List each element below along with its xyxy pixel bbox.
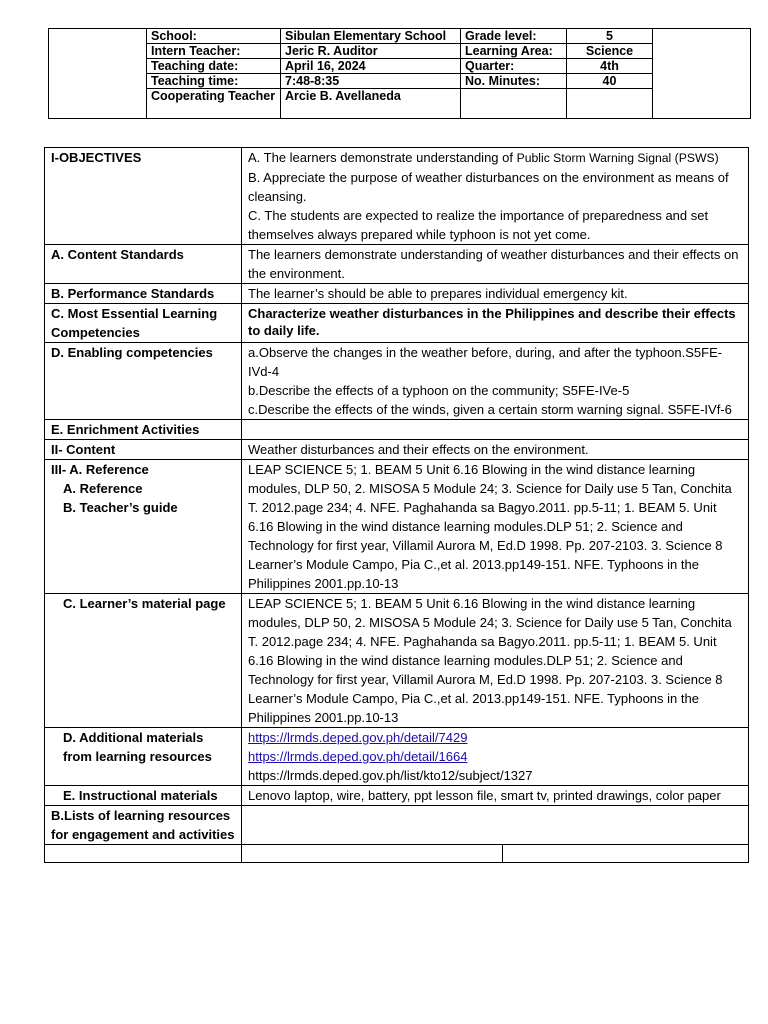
performance-standards-text: The learner’s should be able to prepares individual emergency kit.	[242, 284, 749, 304]
content-standards-label: A. Content Standards	[45, 245, 242, 284]
enrichment-label: E. Enrichment Activities	[45, 420, 242, 440]
enabling-row	[45, 343, 749, 420]
objective-a-suffix: Public Storm Warning Signal (PSWS)	[516, 151, 719, 165]
resource-link-1664[interactable]: https://lrmds.deped.gov.ph/detail/1664	[248, 749, 468, 764]
content-row	[45, 440, 749, 460]
enabling-label: D. Enabling competencies	[45, 343, 242, 420]
header-value: April 16, 2024	[281, 59, 461, 74]
header-row	[49, 44, 751, 59]
objectives-label: I-OBJECTIVES	[45, 148, 242, 245]
reference-text: LEAP SCIENCE 5; 1. BEAM 5 Unit 6.16 Blowing in the wind distance learning modules, DLP 50, 2. MISOSA 5 Module 24; 3. Science for Daily use 5 Tan, Conchita T. 2012.page 234; 4. NFE. Paghahanda sa Bagyo.2011. pp.5-11; 1. BEAM 5. Unit 6.16 Blowing in the wind distance learning modules.DLP 51; 2. Science and Technology for first year, Villamil Aurora M, Ed.D 1998. Pp. 207-2103. 3. Science 8 Learner’s Module Campo, Pia C.,et al. 2013.pp149-151. NFE. Typhoons in the Philippines 2001.pp.10-13	[242, 460, 749, 594]
header-value: 4th	[567, 59, 653, 74]
enrichment-text	[242, 420, 749, 440]
enrichment-row	[45, 420, 749, 440]
header-label: School:	[147, 29, 281, 44]
resource-url-1327: https://lrmds.deped.gov.ph/list/kto12/subject/1327	[248, 768, 533, 783]
objective-b: B. Appreciate the purpose of weather disturbances on the environment as means of cleansing.	[248, 170, 729, 204]
reference-label-a: A. Reference	[63, 481, 143, 496]
reference-label-b: B. Teacher’s guide	[63, 500, 178, 515]
objectives-row	[45, 148, 749, 245]
header-value	[567, 89, 653, 119]
melc-row	[45, 304, 749, 343]
enabling-a: a.Observe the changes in the weather before, during, and after the typhoon.S5FE-IVd-4	[248, 345, 723, 379]
melc-text: Characterize weather disturbances in the Philippines and describe their effects to daily life.	[242, 304, 749, 343]
header-label: Teaching date:	[147, 59, 281, 74]
instructional-materials-label: E. Instructional materials	[45, 786, 242, 806]
learners-material-label: C. Learner’s material page	[45, 594, 242, 728]
objective-c: C. The students are expected to realize the importance of preparedness and set themselves always prepared while typhoon is not yet come.	[248, 208, 709, 242]
instructional-materials-row	[45, 786, 749, 806]
header-value: Sibulan Elementary School	[281, 29, 461, 44]
reference-label-main: III- A. Reference	[51, 462, 149, 477]
header-label: Quarter:	[461, 59, 567, 74]
header-blank-cell	[49, 29, 147, 119]
learning-resources-row	[45, 806, 749, 845]
resource-link-7429[interactable]: https://lrmds.deped.gov.ph/detail/7429	[248, 730, 468, 745]
blank-cell	[242, 845, 503, 863]
learning-resources-label: B.Lists of learning resources for engagement and activities	[45, 806, 242, 845]
additional-materials-row	[45, 728, 749, 786]
header-row	[49, 59, 751, 74]
header-label: Teaching time:	[147, 74, 281, 89]
header-blank-cell	[653, 29, 751, 119]
instructional-materials-text: Lenovo laptop, wire, battery, ppt lesson file, smart tv, printed drawings, color paper	[242, 786, 749, 806]
header-value: Jeric R. Auditor	[281, 44, 461, 59]
additional-materials-label: D. Additional materials from learning resources	[45, 728, 242, 786]
enabling-b: b.Describe the effects of a typhoon on the community; S5FE-IVe-5	[248, 383, 630, 398]
header-label: No. Minutes:	[461, 74, 567, 89]
learners-material-row	[45, 594, 749, 728]
lesson-plan-table	[44, 147, 749, 863]
blank-cell	[45, 845, 242, 863]
header-value: Arcie B. Avellaneda	[281, 89, 461, 119]
blank-cell	[503, 845, 749, 863]
header-label: Grade level:	[461, 29, 567, 44]
melc-label: C. Most Essential Learning Competencies	[45, 304, 242, 343]
header-info-table	[48, 28, 751, 119]
header-label: Cooperating Teacher	[147, 89, 281, 119]
header-row	[49, 74, 751, 89]
additional-materials-links	[242, 728, 749, 786]
header-row	[49, 89, 751, 119]
reference-labels	[45, 460, 242, 594]
objectives-text	[242, 148, 749, 245]
content-text: Weather disturbances and their effects on the environment.	[242, 440, 749, 460]
header-value: 5	[567, 29, 653, 44]
reference-row	[45, 460, 749, 594]
header-row	[49, 29, 751, 44]
performance-standards-label: B. Performance Standards	[45, 284, 242, 304]
blank-row	[45, 845, 749, 863]
enabling-c: c.Describe the effects of the winds, given a certain storm warning signal. S5FE-IVf-6	[248, 402, 732, 417]
header-value: 7:48-8:35	[281, 74, 461, 89]
learning-resources-text	[242, 806, 749, 845]
content-standards-row	[45, 245, 749, 284]
content-label: II- Content	[45, 440, 242, 460]
header-label	[461, 89, 567, 119]
enabling-text	[242, 343, 749, 420]
header-label: Learning Area:	[461, 44, 567, 59]
objective-a-prefix: A. The learners demonstrate understanding of	[248, 150, 517, 165]
header-value: 40	[567, 74, 653, 89]
header-value: Science	[567, 44, 653, 59]
header-label: Intern Teacher:	[147, 44, 281, 59]
learners-material-text: LEAP SCIENCE 5; 1. BEAM 5 Unit 6.16 Blowing in the wind distance learning modules, DLP 50, 2. MISOSA 5 Module 24; 3. Science for Daily use 5 Tan, Conchita T. 2012.page 234; 4. NFE. Paghahanda sa Bagyo.2011. pp.5-11; 1. BEAM 5. Unit 6.16 Blowing in the wind distance learning modules.DLP 51; 2. Science and Technology for first year, Villamil Aurora M, Ed.D 1998. Pp. 207-2103. 3. Science 8 Learner’s Module Campo, Pia C.,et al. 2013.pp149-151. NFE. Typhoons in the Philippines 2001.pp.10-13	[242, 594, 749, 728]
performance-standards-row	[45, 284, 749, 304]
content-standards-text: The learners demonstrate understanding of weather disturbances and their effects on the environment.	[242, 245, 749, 284]
